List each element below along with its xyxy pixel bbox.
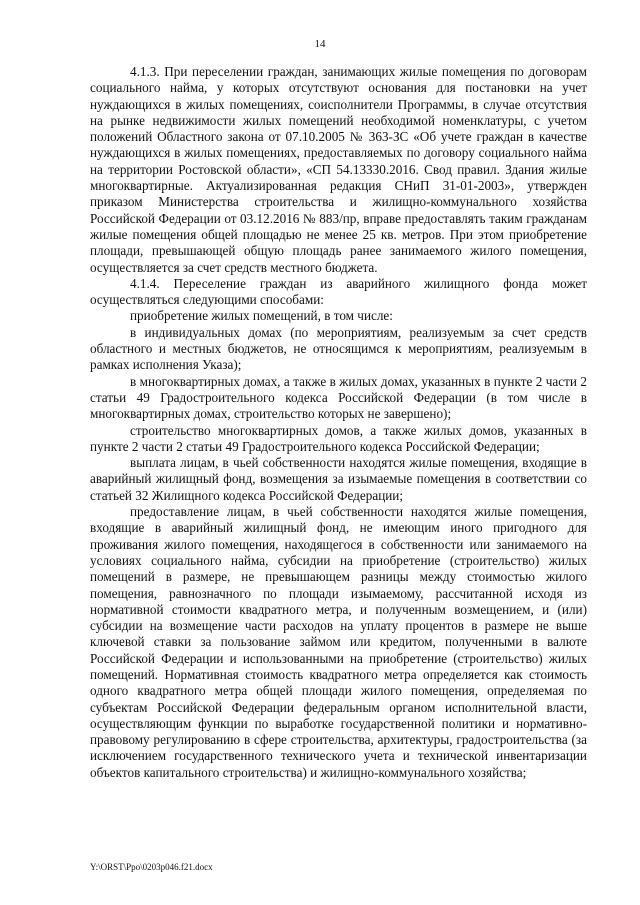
paragraph-subsidy: предоставление лицам, в чьей собственности находятся жилые помещения, входящие в аварийный жилищный фонд, не имеющим иного пригодного для проживания жилого помещения, находящегося в собственности или занимаемого на условиях социального найма, субсидии на приобретение (строительство) жилых помещений в размере, не превышающем разницы между стоимостью жилого помещения, равнозначного по площади изымаемому, рассчитанной исходя из нормативной стоимости квадратного метра, и полученным возмещением, и (или) субсидии на возмещение части расходов на уплату процентов в размере не выше ключевой ставки за пользование займом или кредитом, полученными в валюте Российской Федерации и использованными на приобретение (строительство) жилых помещений. Нормативная стоимость квадратного метра определяется как стоимость одного квадратного метра общей площади жилого помещения, определяемая по субъектам Российской Федерации федеральным органом исполнительной власти, осуществляющим функции по выработке государственной политики и нормативно-правовому регулированию в сфере строительства, архитектуры, градостроительства (за исключением государственного технического учета и технической инвентаризации объектов капитального строительства) и жилищно-коммунального хозяйства; bbox=[90, 504, 587, 780]
paragraph-apartment-buildings: в многоквартирных домах, а также в жилых домах, указанных в пункте 2 части 2 статьи 49 Градостроительного кодекса Российской Федерации (в том числе в многоквартирных домах, строительство которых не завершено); bbox=[90, 373, 587, 422]
paragraph-construction: строительство многоквартирных домов, а также жилых домов, указанных в пункте 2 части 2 статьи 49 Градостроительного кодекса Российской Федерации; bbox=[90, 422, 587, 454]
paragraph-acquisition: приобретение жилых помещений, в том числе: bbox=[130, 308, 393, 324]
document-body bbox=[90, 64, 587, 781]
paragraph-compensation: выплата лицам, в чьей собственности находятся жилые помещения, входящие в аварийный жилищный фонд, возмещения за изымаемые помещения в соответствии со статьей 32 Жилищного кодекса Российской Федерации; bbox=[90, 455, 587, 503]
paragraph-individual-houses: в индивидуальных домах (по мероприятиям, реализуемым за счет средств областного и местных бюджетов, не относящимся к мероприятиям, реализуемым в рамках исполнения Указа); bbox=[90, 324, 587, 373]
page-number: 14 bbox=[314, 38, 326, 50]
paragraph-4-1-3: 4.1.3. При переселении граждан, занимающих жилые помещения по договорам социального найма, у которых отсутствуют основания для постановки на учет нуждающихся в жилых помещениях, соисполнители Программы, в случае отсутствия на рынке недвижимости жилых помещений необходимой номенклатуры, с учетом положений Областного закона от 07.10.2005 № 363-ЗС «Об учете граждан в качестве нуждающихся в жилых помещениях, предоставляемых по договору социального найма на территории Ростовской области», «СП 54.13330.2016. Свод правил. Здания жилые многоквартирные. Актуализированная редакция СНиП 31-01-2003», утвержден приказом Министерства строительства и жилищно-коммунального хозяйства Российской Федерации от 03.12.2016 № 883/пр, вправе предоставлять таким гражданам жилые помещения общей площадью не менее 25 кв. метров. При этом приобретение площади, превышающей общую площадь ранее занимаемого жилого помещения, осуществляется за счет средств местного бюджета. bbox=[90, 64, 587, 275]
footer-file-path: Y:\ORST\Ppo\0203p046.f21.docx bbox=[90, 862, 213, 872]
paragraph-4-1-4: 4.1.4. Переселение граждан из аварийного жилищного фонда может осуществляться следующими способами: bbox=[90, 275, 587, 308]
